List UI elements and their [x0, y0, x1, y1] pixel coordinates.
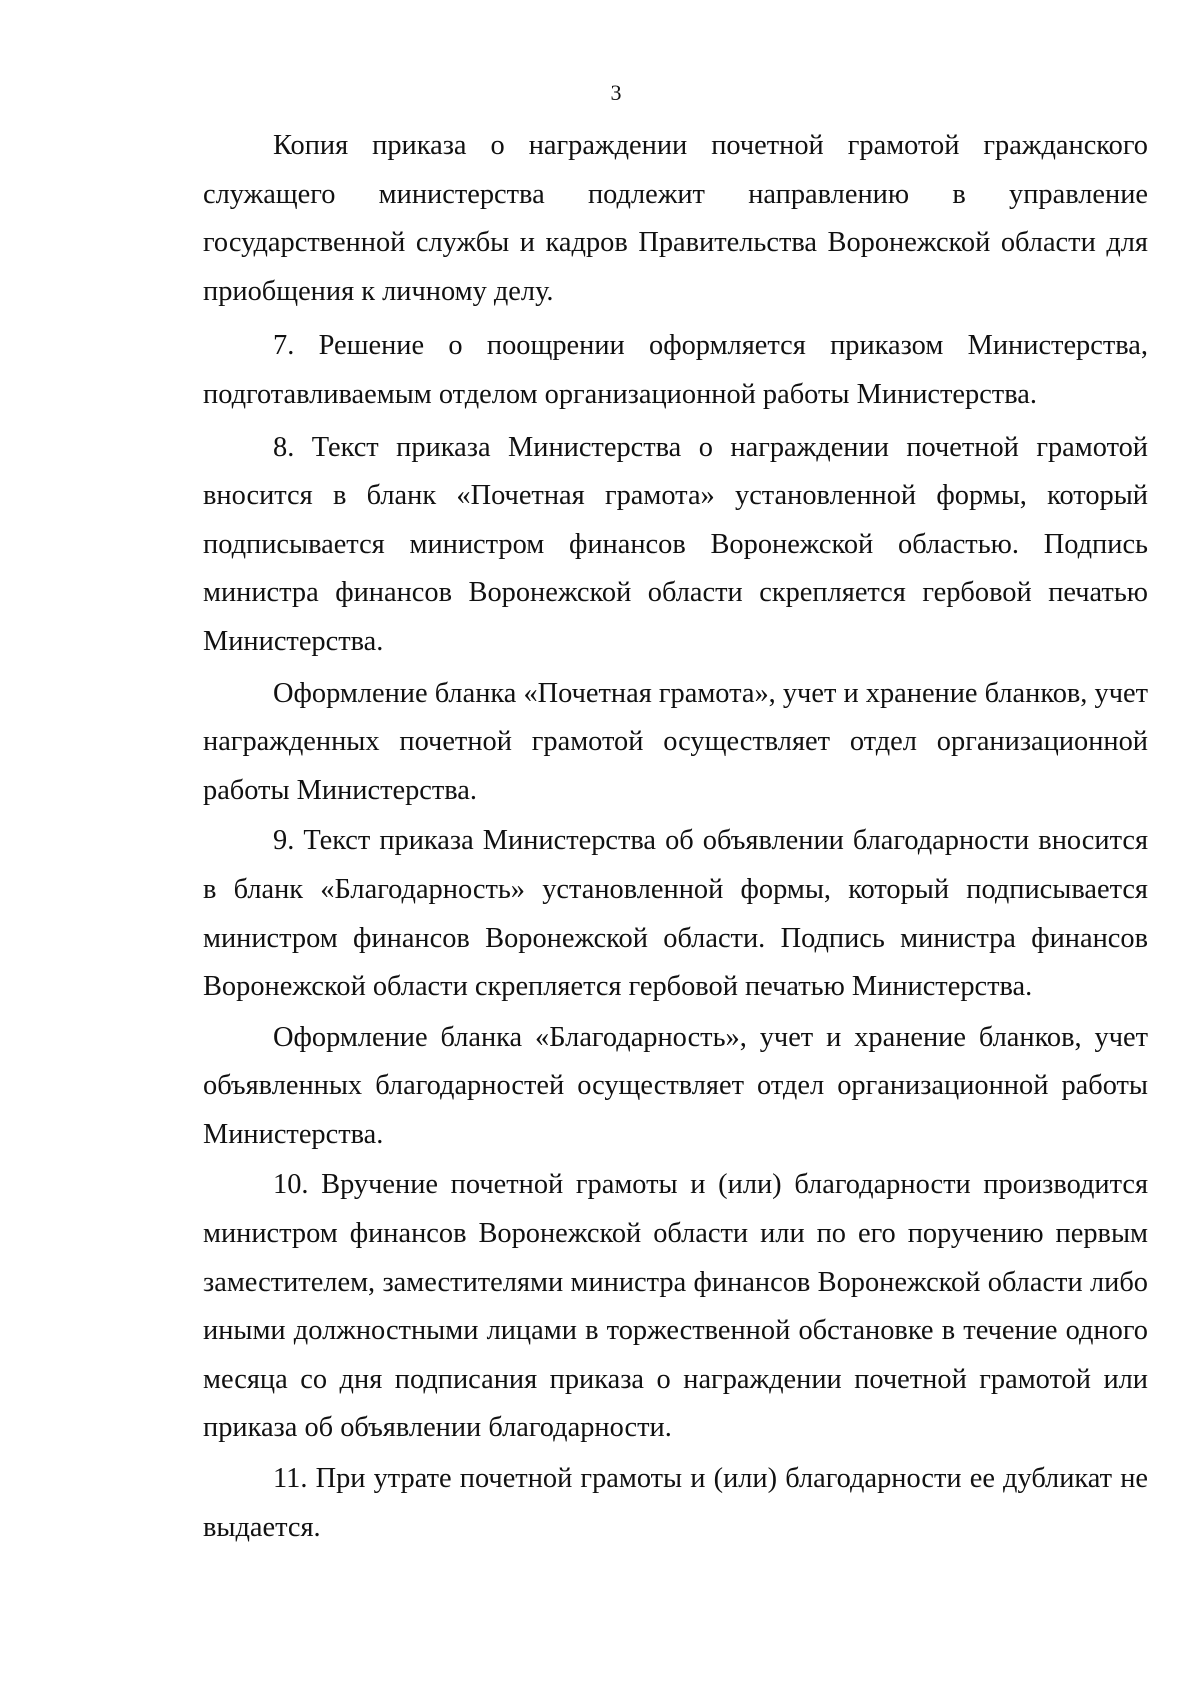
- paragraph-item-7: 7. Решение о поощрении оформляется приказом Министерства, подготавливаемым отделом организационной работы Министерства.: [203, 330, 1148, 410]
- paragraph-certificate-forms: Оформление бланка «Почетная грамота», учет и хранение бланков, учет награжденных почетной грамотой осуществляет отдел организационной работы Министерства.: [203, 677, 1148, 806]
- paragraph-item-8: 8. Текст приказа Министерства о награждении почетной грамотой вносится в бланк «Почетная грамота» установленной формы, который подписывается министром финансов Воронежской областью. Подпись министра финансов Воронежской области скрепляется гербовой печатью Министерства.: [203, 431, 1148, 657]
- page-number: 3: [610, 80, 622, 105]
- paragraph-copy-of-order: Копия приказа о награждении почетной грамотой гражданского служащего министерства подлежит направлению в управление государственной службы и кадров Правительства Воронежской области для приобщения к личному делу.: [203, 130, 1148, 307]
- paragraph-gratitude-forms: Оформление бланка «Благодарность», учет и хранение бланков, учет объявленных благодарностей осуществляет отдел организационной работы Министерства.: [203, 1021, 1148, 1150]
- paragraph-item-11: 11. При утрате почетной грамоты и (или) благодарности ее дубликат не выдается.: [203, 1463, 1148, 1543]
- paragraph-item-9: 9. Текст приказа Министерства об объявлении благодарности вносится в бланк «Благодарность» установленной формы, который подписывается министром финансов Воронежской области. Подпись министра финансов Воронежской области скрепляется гербовой печатью Министерства.: [203, 825, 1148, 1003]
- paragraph-item-10: 10. Вручение почетной грамоты и (или) благодарности производится министром финансов Воронежской области или по его поручению первым заместителем, заместителями министра финансов Воронежской области либо иными должностными лицами в торжественной обстановке в течение одного месяца со дня подписания приказа о награждении почетной грамотой или приказа об объявлении благодарности.: [203, 1169, 1148, 1444]
- document-body: [203, 122, 1148, 1552]
